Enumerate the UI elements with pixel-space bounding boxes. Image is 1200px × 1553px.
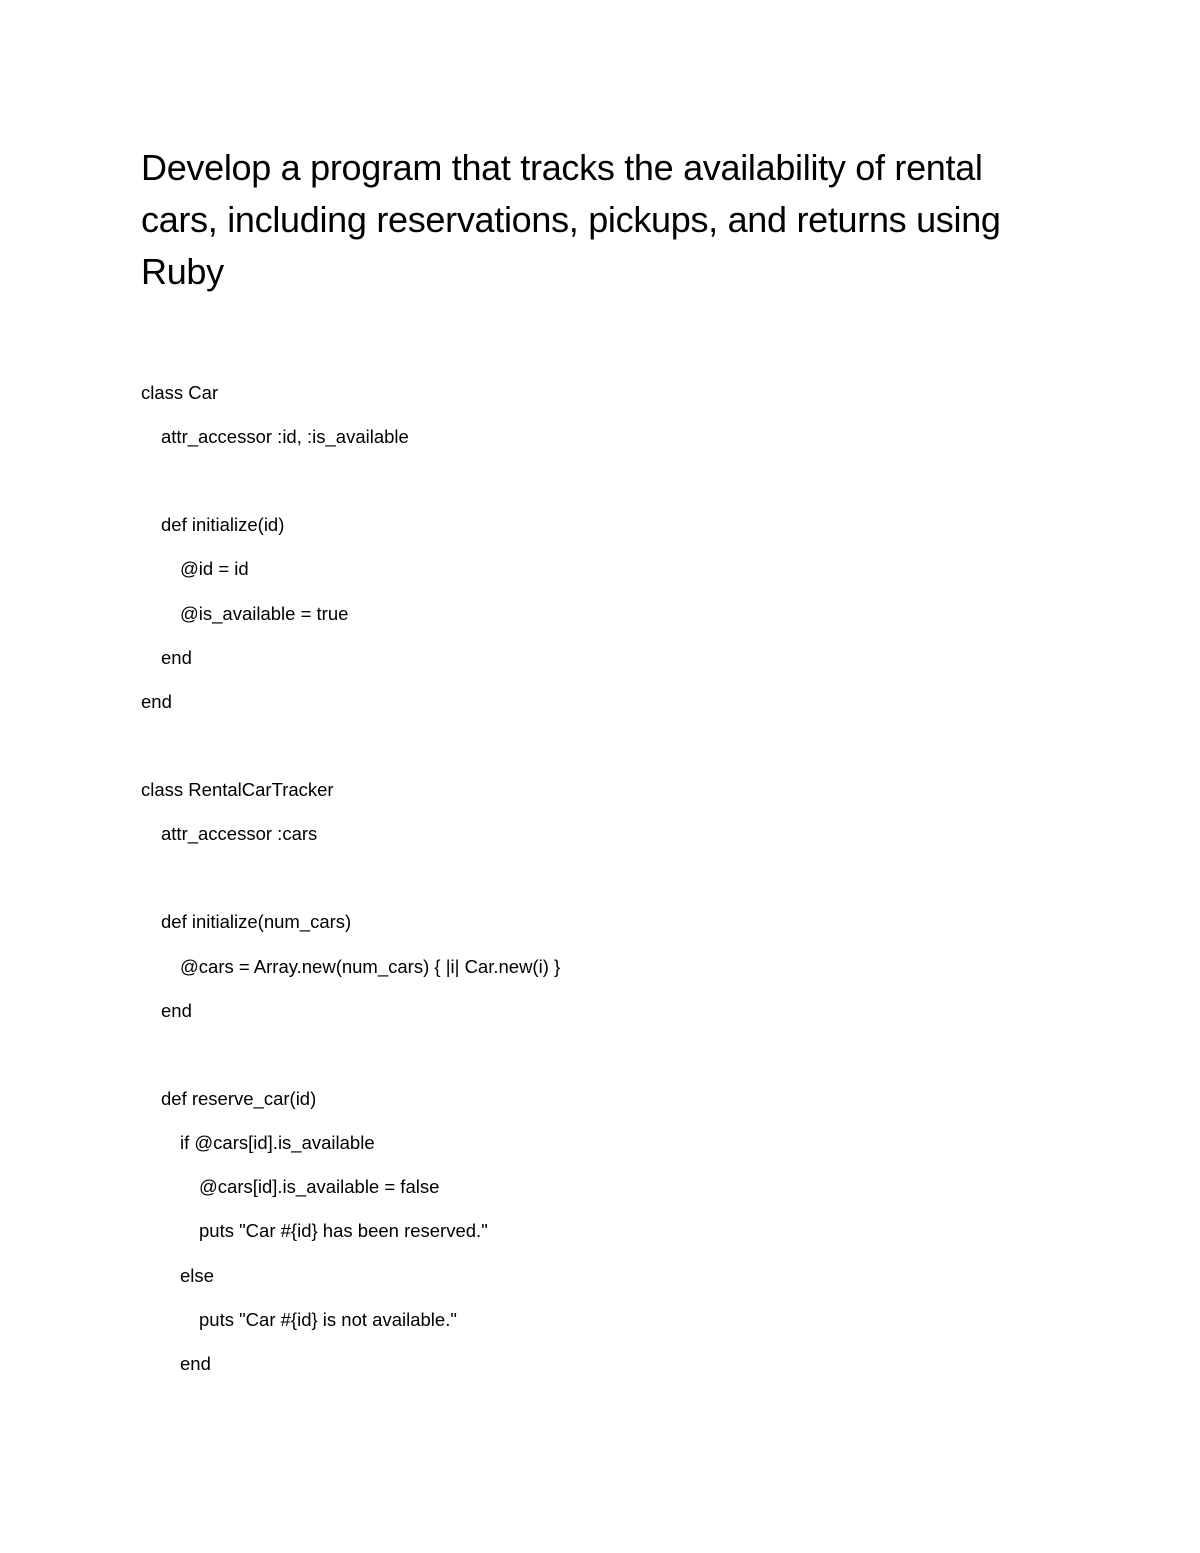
code-line: def initialize(num_cars)	[161, 911, 352, 932]
code-line: @cars[id].is_available = false	[199, 1176, 440, 1197]
code-line: def initialize(id)	[161, 514, 285, 535]
code-line: attr_accessor :id, :is_available	[161, 426, 409, 447]
code-line: @cars = Array.new(num_cars) { |i| Car.new(i) }	[180, 956, 561, 977]
code-line: end	[161, 647, 192, 668]
code-line: @id = id	[180, 558, 249, 579]
code-line: puts "Car #{id} has been reserved."	[199, 1220, 488, 1241]
code-line: if @cars[id].is_available	[180, 1132, 375, 1153]
code-line: def reserve_car(id)	[161, 1088, 317, 1109]
code-line: class RentalCarTracker	[141, 779, 334, 800]
document-title: Develop a program that tracks the availability of rental cars, including reservations, pickups, and returns using Ruby	[141, 147, 1001, 292]
code-line: @is_available = true	[180, 603, 349, 624]
code-line: end	[161, 1000, 192, 1021]
code-line: puts "Car #{id} is not available."	[199, 1309, 457, 1330]
code-line: class Car	[141, 382, 219, 403]
code-line: else	[180, 1265, 214, 1286]
code-line: end	[141, 691, 172, 712]
code-line: attr_accessor :cars	[161, 823, 318, 844]
code-line: end	[180, 1353, 211, 1374]
